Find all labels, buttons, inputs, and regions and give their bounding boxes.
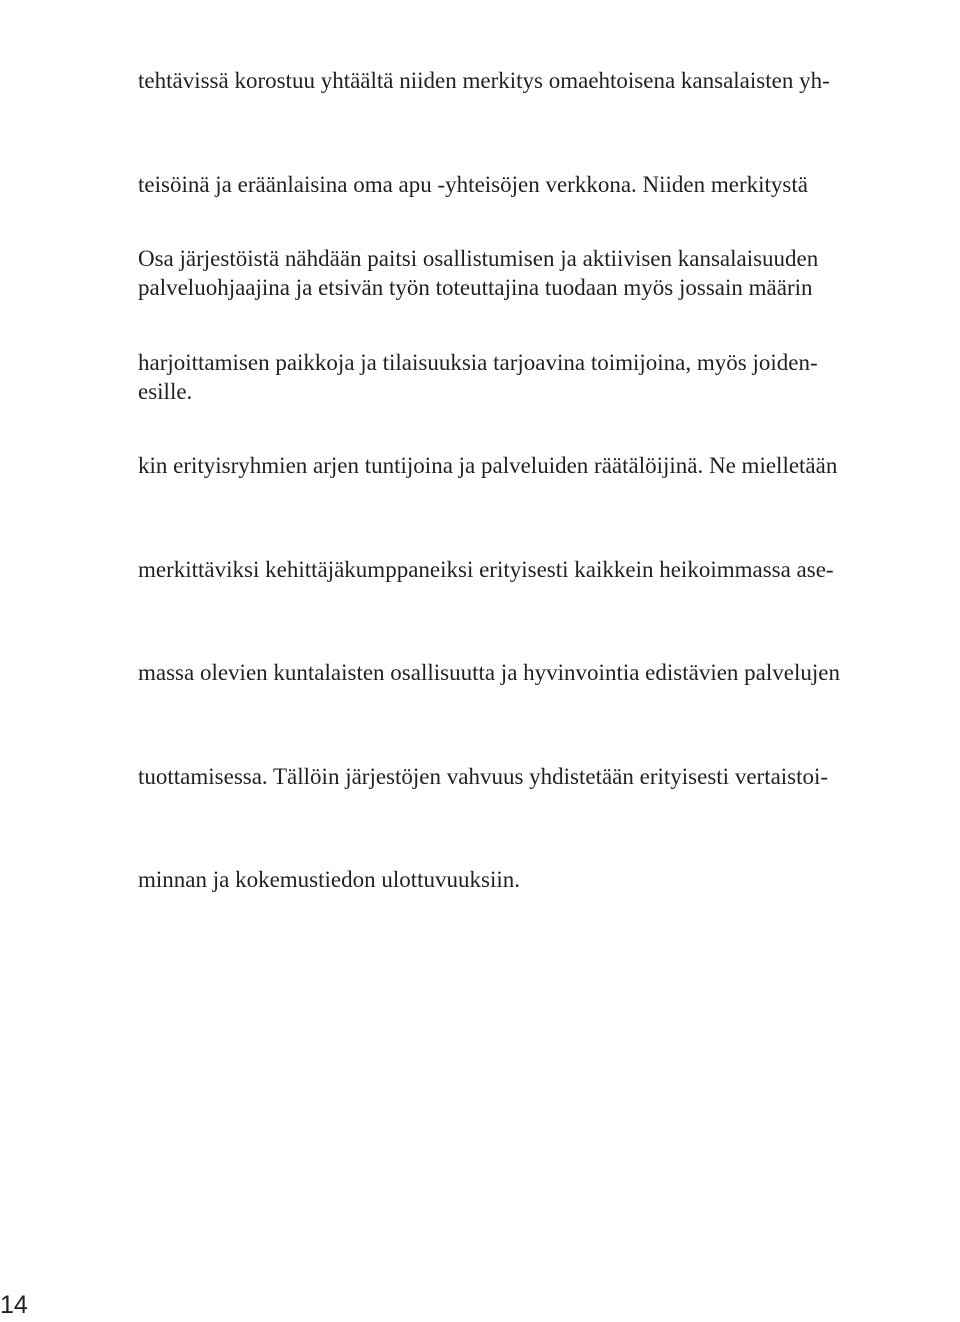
text-line: kin erityisryhmien arjen tuntijoina ja palveluiden räätälöijinä. Ne mielletään [138,453,838,478]
text-line: massa olevien kuntalaisten osallisuutta ja hyvinvointia edistävien palvelujen [138,660,840,685]
text-line: merkittäviksi kehittäjäkumppaneiksi erityisesti kaikkein heikoimmassa ase- [138,556,834,582]
text-line: harjoittamisen paikkoja ja tilaisuuksia tarjoavina toimijoina, myös joiden- [138,349,818,375]
text-line: tehtävissä korostuu yhtäältä niiden merkitys omaehtoisena kansalaisten yh- [138,68,830,93]
text-line: minnan ja kokemustiedon ulottuvuuksiin. [138,867,521,892]
body-paragraph-2 [138,173,960,967]
text-line: teisöinä ja eräänlaisina oma apu -yhteisöjen verkkona. Niiden merkitystä [138,171,808,197]
text-line: tuottamisessa. Tällöin järjestöjen vahvuus yhdistetään erityisesti vertaistoi- [138,763,829,789]
text-line: esille. [138,378,193,404]
text-line: Osa järjestöistä nähdään paitsi osallistumisen ja aktiivisen kansalaisuuden [138,246,819,271]
text-line: palveluohjaajina ja etsivän työn toteuttajina tuodaan myös jossain määrin [138,275,813,300]
page-number: 14 [0,1291,28,1319]
